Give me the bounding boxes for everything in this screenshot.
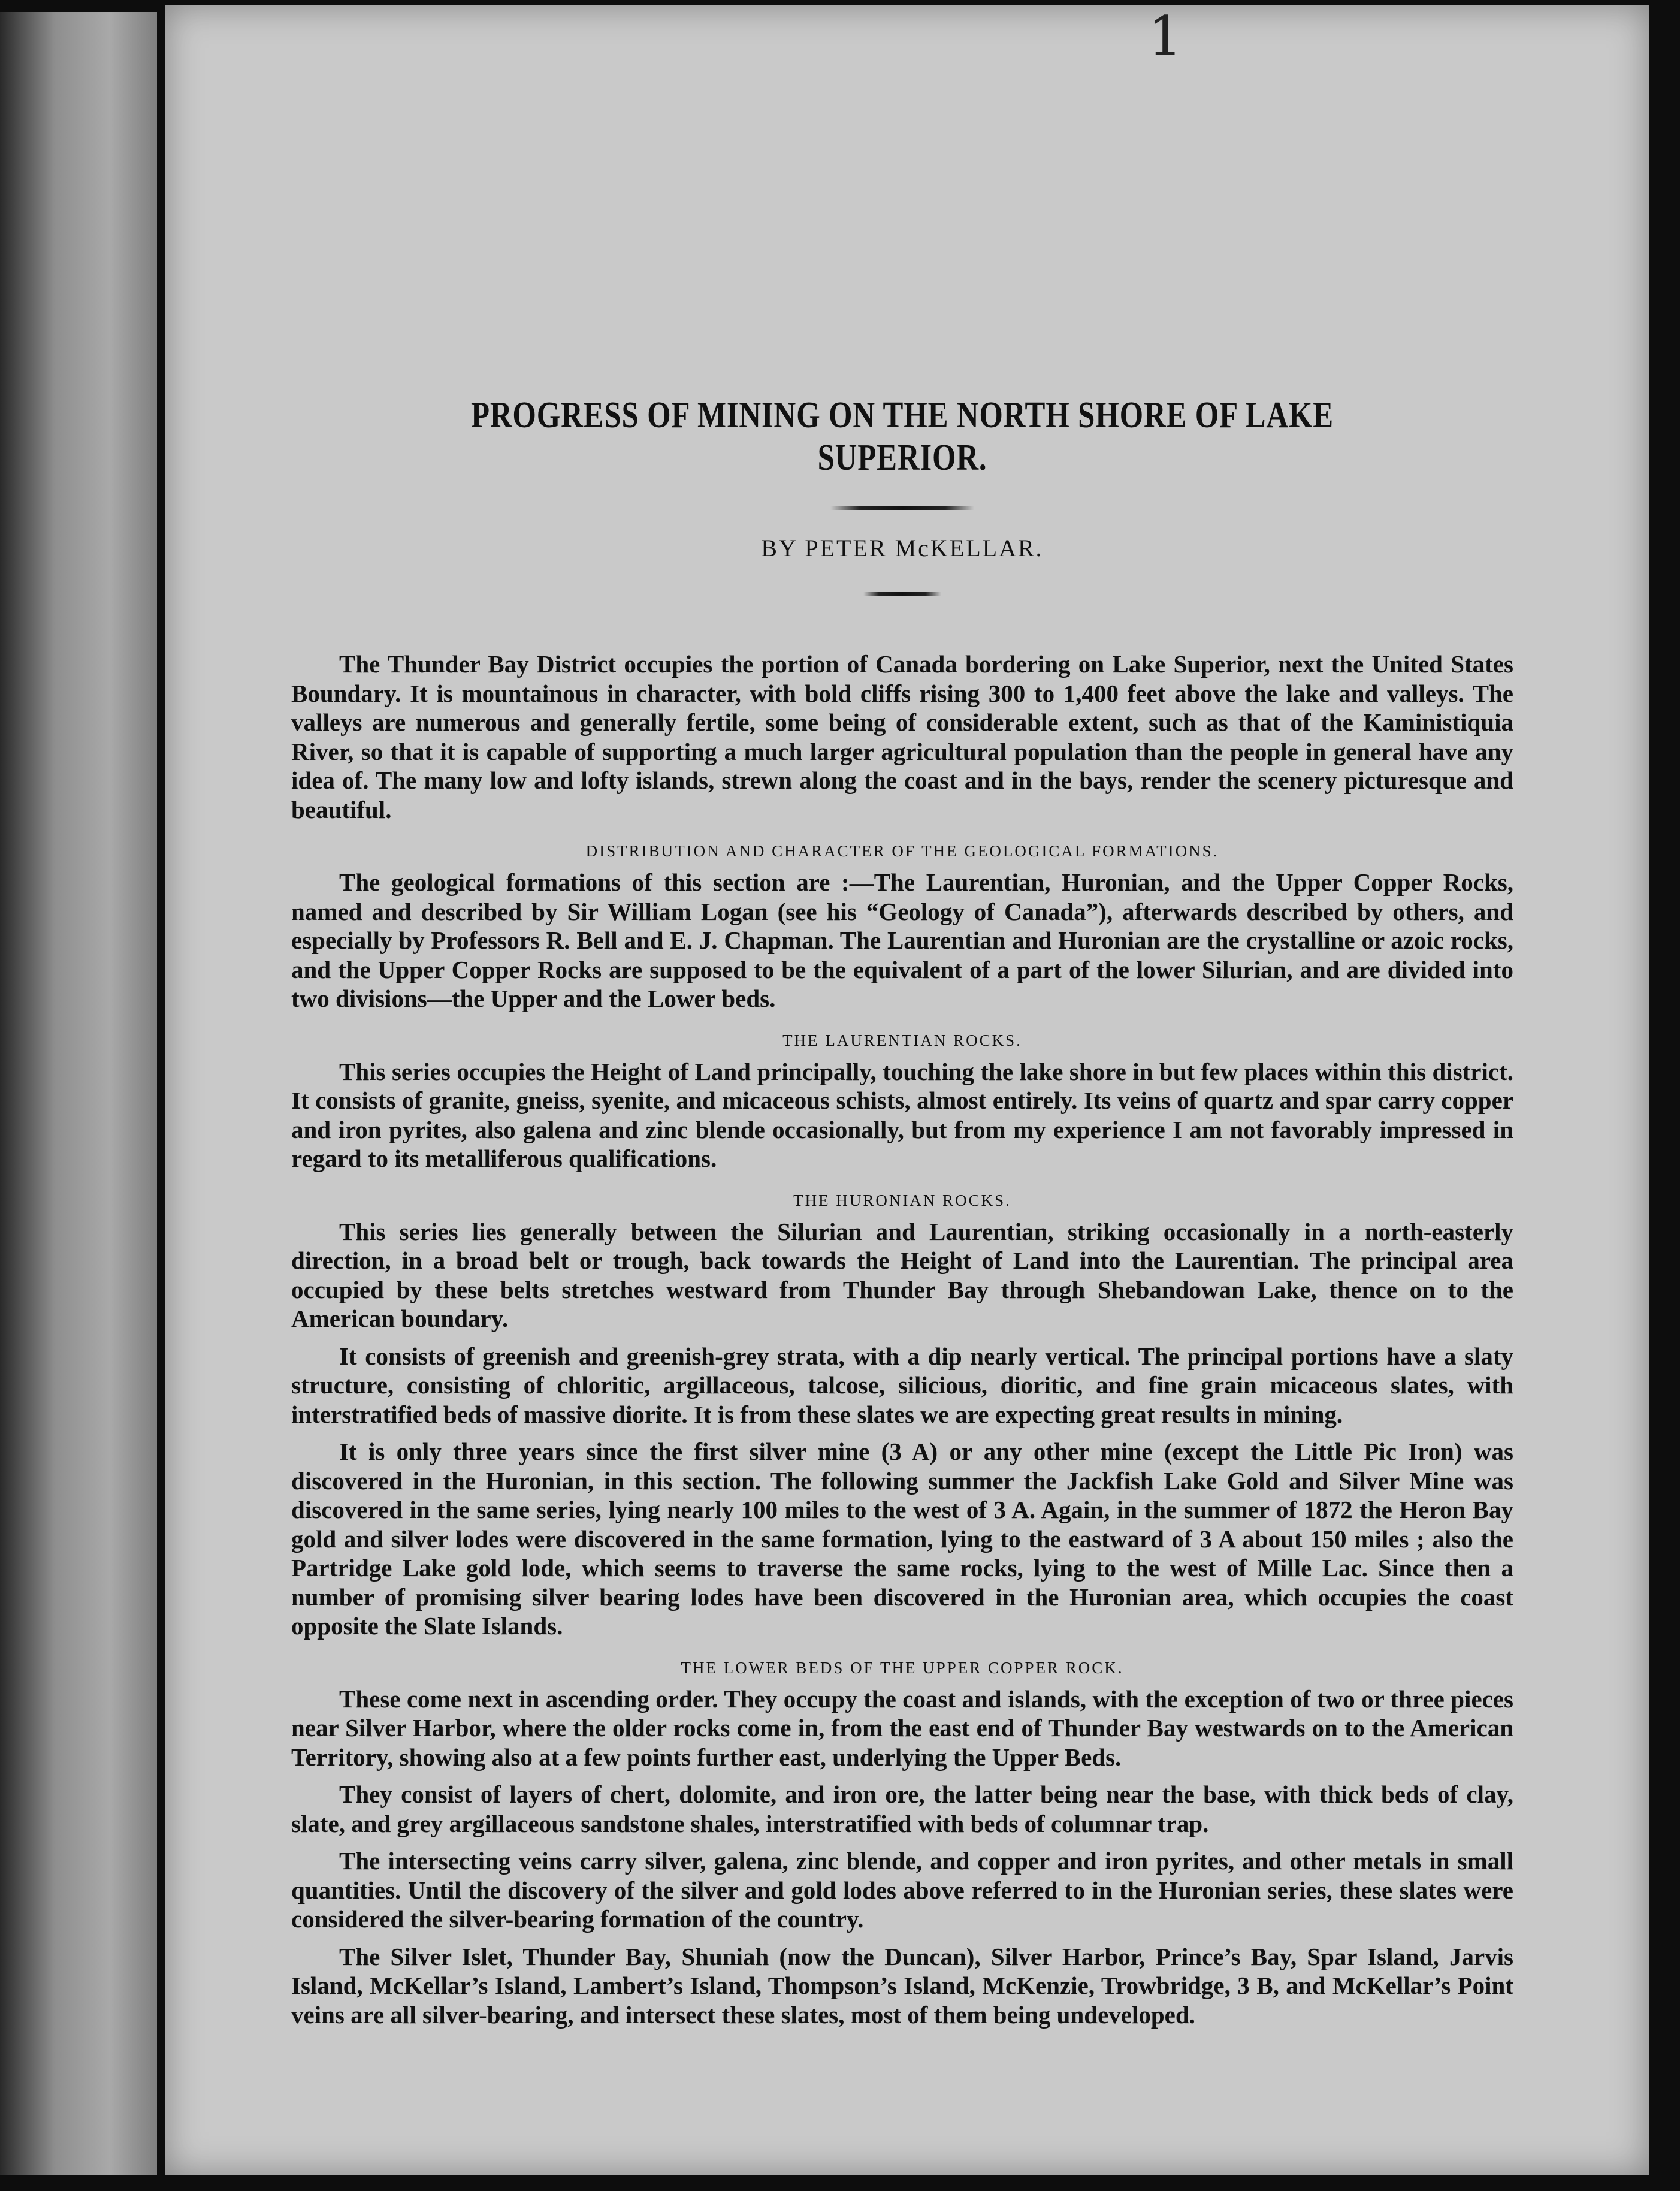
paragraph: The Silver Islet, Thunder Bay, Shuniah (now the Duncan), Silver Harbor, Prince’s Bay, Spar Island, Jarvis Island, McKellar’s Island, Lambert’s Island, Thompson’s Island, McKenzie, Trowbridge, 3 B, and McKellar’s Point veins are all silver-bearing, and intersect these slates, most of them being undeveloped. [291, 1942, 1513, 2029]
paragraph: These come next in ascending order. They occupy the coast and islands, with the exception of two or three pieces near Silver Harbor, where the older rocks come in, from the east end of Thunder Bay westwards on to the American Territory, showing also at a few points further east, underlying the Upper Beds. [291, 1685, 1513, 1771]
paragraph: This series lies generally between the Silurian and Laurentian, striking occasionally in a north-easterly direction, in a broad belt or trough, back towards the Height of Land into the Laurentian. The principal area occupied by these belts stretches westward from Thunder Bay through Shebandowan Lake, thence on to the American boundary. [291, 1217, 1513, 1332]
title-rule [830, 506, 974, 510]
adjacent-page-edge [0, 12, 157, 2175]
byline-rule [863, 592, 941, 596]
section-heading: THE LOWER BEDS OF THE UPPER COPPER ROCK. [681, 1658, 1124, 1677]
margin-mark: 1 [1148, 5, 1183, 68]
article-title: PROGRESS OF MINING ON THE NORTH SHORE OF LAKE SUPERIOR. [471, 395, 1334, 478]
section-heading: DISTRIBUTION AND CHARACTER OF THE GEOLOGICAL FORMATIONS. [585, 842, 1219, 860]
section-heading: THE HURONIAN ROCKS. [793, 1191, 1011, 1209]
paragraph: It consists of greenish and greenish-grey strata, with a dip nearly vertical. The principal portions have a slaty structure, consisting of chloritic, argillaceous, talcose, silicious, dioritic, and fine grain micaceous slates, with interstratified beds of massive diorite. It is from these slates we are expecting great results in mining. [291, 1342, 1513, 1428]
paragraph: The intersecting veins carry silver, galena, zinc blende, and copper and iron pyrites, and other metals in small quantities. Until the discovery of the silver and gold lodes above referred to in the Huronian series, these slates were considered the silver-bearing formation of the country. [291, 1847, 1513, 1933]
paragraph: The geological formations of this section are :—The Laurentian, Huronian, and the Upper Copper Rocks, named and described by Sir William Logan (see his “Geology of Canada”), afterwards described by others, and especially by Professors R. Bell and E. J. Chapman. The Laurentian and Huronian are the crystalline or azoic rocks, and the Upper Copper Rocks are supposed to be the equivalent of a part of the lower Silurian, and are divided into two divisions—the Upper and the Lower beds. [291, 868, 1513, 1012]
article [291, 394, 1513, 2029]
paragraph: It is only three years since the first silver mine (3 A) or any other mine (except the Little Pic Iron) was discovered in the Huronian, in this section. The following summer the Jackfish Lake Gold and Silver Mine was discovered in the same series, lying nearly 100 miles to the west of 3 A. Again, in the summer of 1872 the Heron Bay gold and silver lodes were discovered in the same formation, lying to the eastward of 3 A about 150 miles ; also the Partridge Lake gold lode, which seems to traverse the same rocks, lying to the west of Mille Lac. Since then a number of promising silver bearing lodes have been discovered in the Huronian area, which occupies the coast opposite the Slate Islands. [291, 1438, 1513, 1640]
document-page [165, 5, 1649, 2175]
section-heading: THE LAURENTIAN ROCKS. [782, 1031, 1022, 1049]
paragraph: This series occupies the Height of Land principally, touching the lake shore in but few places within this district. It consists of granite, gneiss, syenite, and micaceous schists, almost entirely. Its veins of quartz and spar carry copper and iron pyrites, also galena and zinc blende occasionally, but from my experience I am not favorably impressed in regard to its metalliferous qualifications. [291, 1057, 1513, 1172]
byline: BY PETER McKELLAR. [761, 535, 1044, 562]
intro-paragraph: The Thunder Bay District occupies the portion of Canada bordering on Lake Superior, next the United States Boundary. It is mountainous in character, with bold cliffs rising 300 to 1,400 feet above the lake and valleys. The valleys are numerous and generally fertile, some being of considerable extent, such as that of the Kaministiquia River, so that it is capable of supporting a much larger agricultural population than the people in general have any idea of. The many low and lofty islands, strewn along the coast and in the bays, render the scenery picturesque and beautiful. [291, 650, 1513, 823]
paragraph: They consist of layers of chert, dolomite, and iron ore, the latter being near the base, with thick beds of clay, slate, and grey argillaceous sandstone shales, interstratified with beds of columnar trap. [291, 1780, 1513, 1837]
